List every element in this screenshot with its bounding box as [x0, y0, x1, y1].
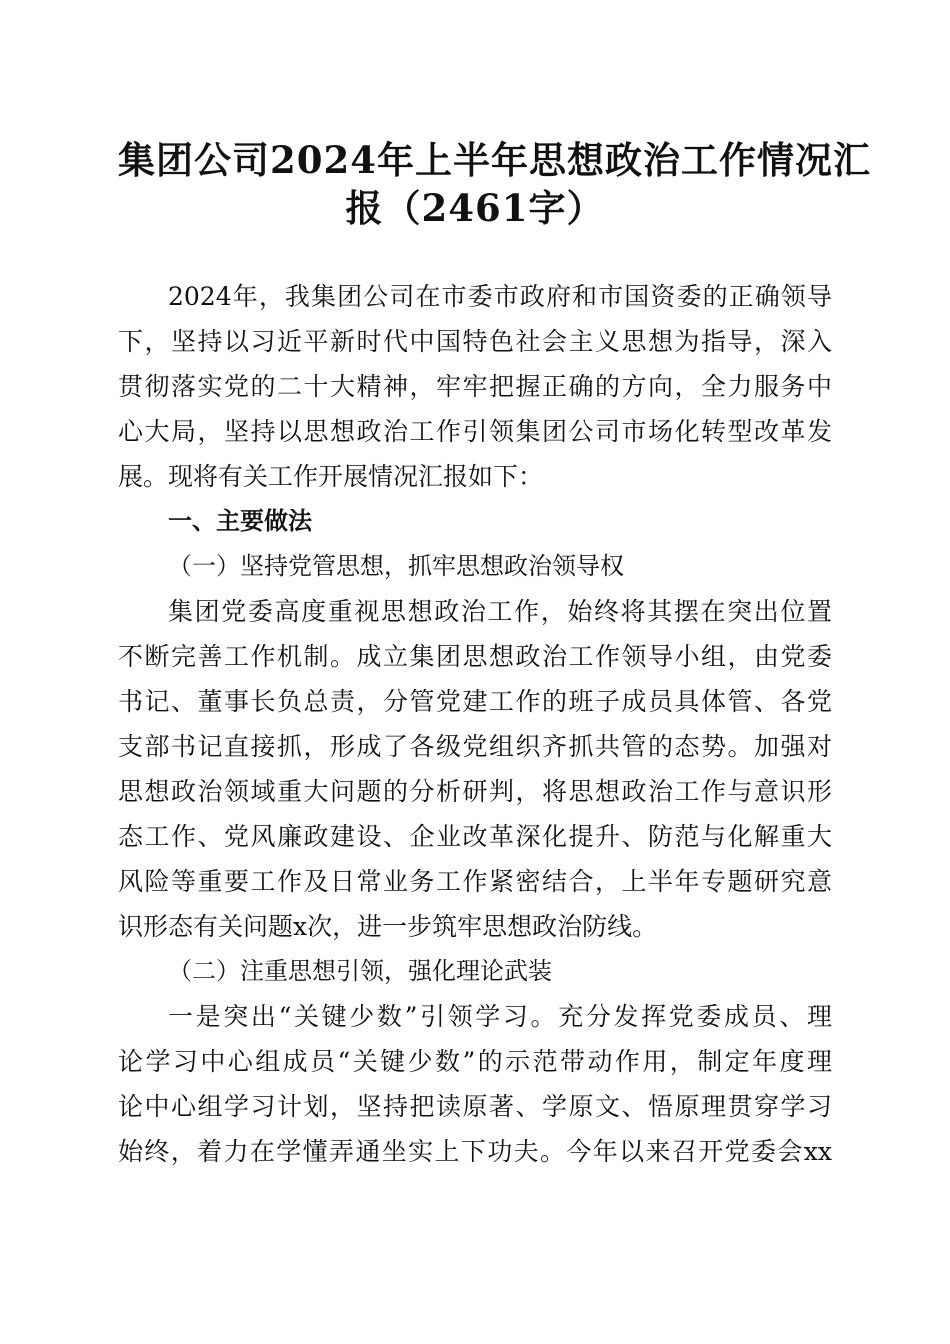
- paragraph-line: 集团党委高度重视思想政治工作，始终将其摆在突出位置: [168, 597, 832, 626]
- paragraph-line: 识形态有关问题x次，进一步筑牢思想政治防线。: [118, 912, 658, 941]
- title-line-1: 集团公司2024年上半年思想政治工作情况汇: [118, 138, 871, 182]
- intro-line: 贯彻落实党的二十大精神，牢牢把握正确的方向，全力服务中: [118, 372, 832, 401]
- subsection-heading: （二）注重思想引领，强化理论武装: [168, 957, 552, 985]
- intro-line: 2024年，我集团公司在市委市政府和市国资委的正确领导: [168, 282, 832, 311]
- paragraph-line: 风险等重要工作及日常业务工作紧密结合，上半年专题研究意: [118, 867, 832, 896]
- paragraph-line: 思想政治领域重大问题的分析研判，将思想政治工作与意识形: [118, 777, 832, 806]
- document-title: [118, 136, 871, 232]
- paragraph-line: 一是突出“关键少数”引领学习。充分发挥党委成员、理: [168, 1002, 832, 1031]
- intro-line: 下，坚持以习近平新时代中国特色社会主义思想为指导，深入: [118, 327, 832, 356]
- paragraph-line: 论中心组学习计划，坚持把读原著、学原文、悟原理贯穿学习: [118, 1092, 832, 1121]
- intro-line: 展。现将有关工作开展情况汇报如下：: [118, 462, 544, 491]
- section-heading: 一、主要做法: [168, 507, 312, 535]
- paragraph-line: 态工作、党风廉政建设、企业改革深化提升、防范与化解重大: [118, 822, 832, 851]
- paragraph-line: 支部书记直接抓，形成了各级党组织齐抓共管的态势。加强对: [118, 732, 832, 761]
- subsection-heading: （一）坚持党管思想，抓牢思想政治领导权: [168, 552, 624, 580]
- document-body: [118, 274, 832, 1174]
- paragraph-line: 论学习中心组成员“关键少数”的示范带动作用，制定年度理: [118, 1047, 832, 1076]
- paragraph-line: 书记、董事长负总责，分管党建工作的班子成员具体管、各党: [118, 687, 832, 716]
- title-line-2: 报（2461字）: [345, 186, 605, 230]
- paragraph-line: 不断完善工作机制。成立集团思想政治工作领导小组，由党委: [118, 642, 832, 671]
- intro-line: 心大局，坚持以思想政治工作引领集团公司市场化转型改革发: [118, 417, 832, 446]
- paragraph-line: 始终，着力在学懂弄通坐实上下功夫。今年以来召开党委会xx: [118, 1137, 832, 1166]
